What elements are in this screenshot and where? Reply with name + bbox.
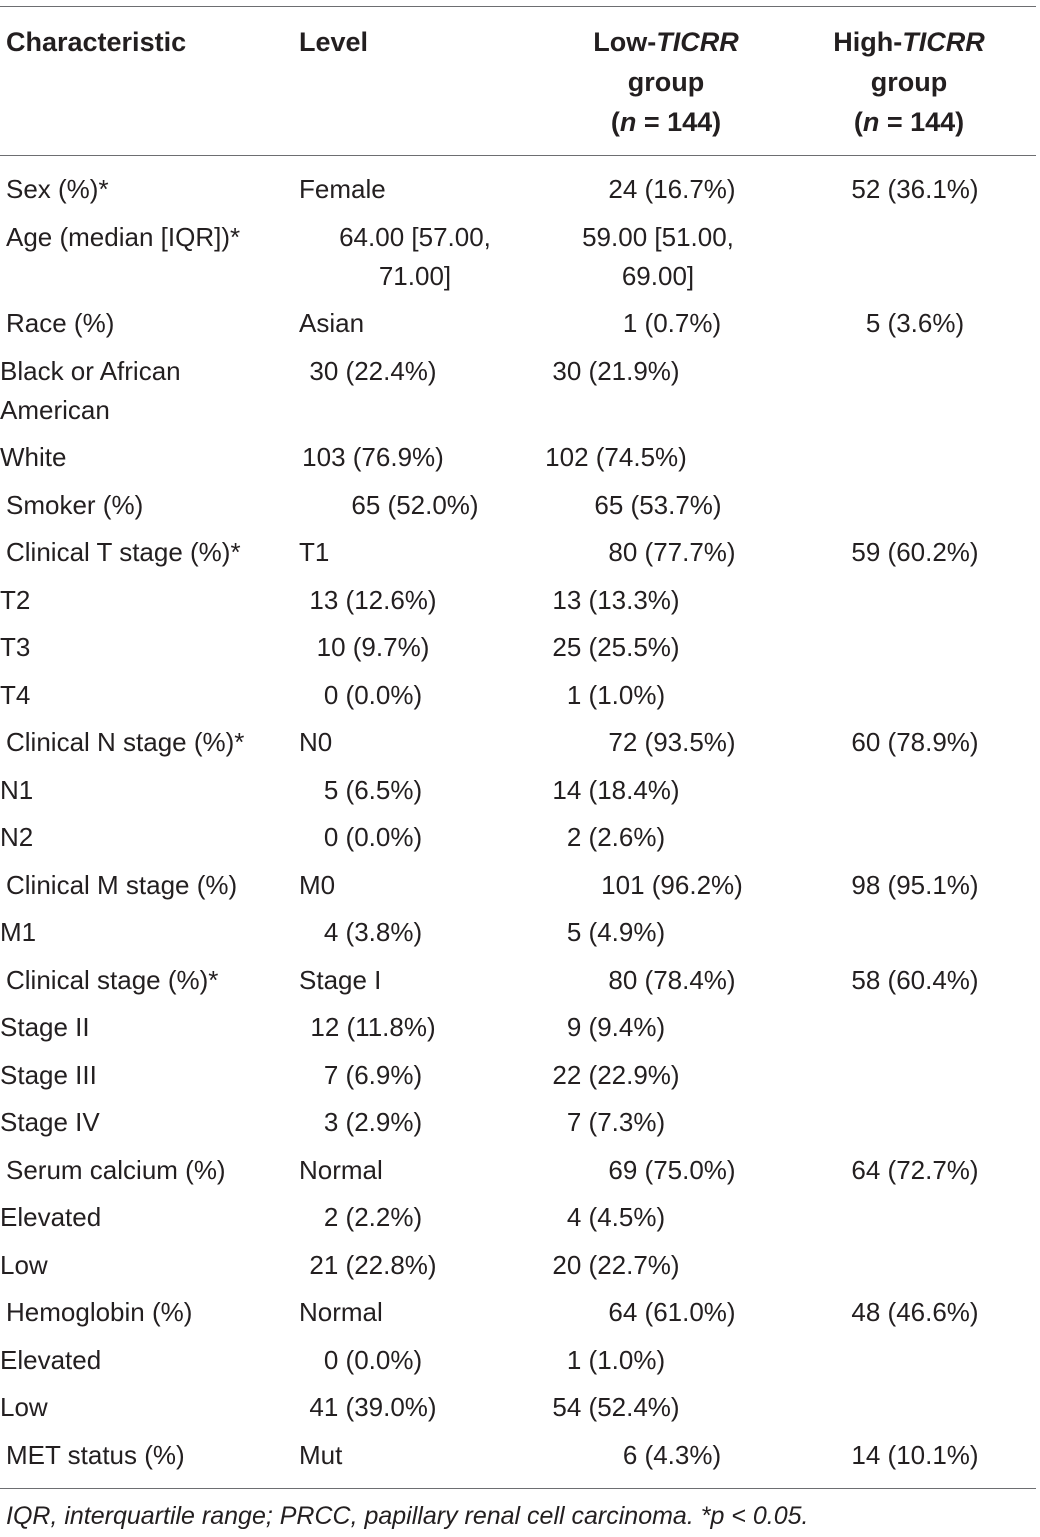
table-row (0, 1151, 1040, 1199)
cell-low-group: 103 (76.9%) (302, 442, 444, 472)
cell-low-group: 10 (9.7%) (316, 632, 430, 662)
cell-low-group: 1 (0.7%) (622, 308, 722, 338)
table-row (0, 170, 1040, 218)
cell-low-group: 101 (96.2%) (601, 869, 743, 900)
table-row (0, 581, 1040, 629)
cell-characteristic: MET status (%) (6, 1439, 185, 1470)
cell-level: Elevated (0, 1344, 102, 1375)
cell-level: T1 (299, 537, 330, 567)
table-row (0, 913, 1040, 961)
cell-high-group: 9 (9.4%) (566, 1012, 666, 1042)
cell-level: Stage I (299, 964, 382, 995)
header-low-group: Low-TICRR group (n = 144) (593, 27, 739, 137)
cell-high-group: 60 (78.9%) (851, 727, 979, 757)
table-row (0, 771, 1040, 819)
table-row (0, 818, 1040, 866)
table-row (0, 723, 1040, 771)
cell-level: Female (299, 174, 386, 204)
cell-low-group: 30 (22.4%) (309, 355, 437, 386)
table-row (0, 486, 1040, 534)
cell-high-group: 30 (21.9%) (552, 355, 680, 386)
cell-high-group: 59.00 [51.00, 69.00] (582, 221, 734, 291)
cell-low-group: 69 (75.0%) (608, 1154, 736, 1185)
cell-high-group: 25 (25.5%) (552, 632, 680, 662)
table-row (0, 961, 1040, 1009)
cell-low-group: 7 (6.9%) (323, 1059, 423, 1090)
cell-low-group: 65 (52.0%) (351, 489, 479, 520)
cell-high-group: 5 (3.6%) (865, 308, 965, 338)
cell-characteristic: Smoker (%) (6, 489, 144, 520)
cell-low-group: 21 (22.8%) (309, 1249, 437, 1280)
cell-low-group: 6 (4.3%) (622, 1439, 722, 1470)
cell-high-group: 5 (4.9%) (566, 917, 666, 947)
cell-high-group: 14 (10.1%) (851, 1439, 979, 1470)
cell-level: Mut (299, 1439, 343, 1470)
cell-level: N1 (0, 774, 34, 805)
cell-low-group: 0 (0.0%) (323, 822, 423, 852)
cell-high-group: 48 (46.6%) (851, 1297, 979, 1327)
cell-characteristic: Hemoglobin (%) (6, 1297, 193, 1327)
table-row (0, 218, 1040, 305)
cell-characteristic: Serum calcium (%) (6, 1154, 226, 1185)
table-row (0, 676, 1040, 724)
table-row (0, 628, 1040, 676)
cell-low-group: 0 (0.0%) (323, 679, 423, 710)
cell-level: Asian (299, 308, 365, 338)
table-row (0, 1198, 1040, 1246)
cell-low-group: 4 (3.8%) (323, 917, 423, 947)
table-row (0, 1103, 1040, 1151)
cell-low-group: 13 (12.6%) (309, 584, 437, 615)
cell-level: White (0, 442, 67, 472)
cell-characteristic: Sex (%)* (6, 174, 109, 204)
cell-level: N2 (0, 822, 34, 852)
cell-low-group: 64.00 [57.00, 71.00] (339, 221, 491, 291)
cell-low-group: 64 (61.0%) (608, 1297, 736, 1327)
cell-high-group: 58 (60.4%) (851, 964, 979, 995)
cell-high-group: 52 (36.1%) (851, 174, 979, 204)
cell-level: T4 (0, 679, 31, 710)
table-row (0, 1056, 1040, 1104)
cell-low-group: 24 (16.7%) (608, 174, 736, 204)
cell-level: N0 (299, 727, 333, 757)
cell-high-group: 59 (60.2%) (851, 537, 979, 567)
table-footnote: IQR, interquartile range; PRCC, papillary renal cell carcinoma. *p < 0.05. (6, 1502, 809, 1530)
cell-high-group: 4 (4.5%) (566, 1202, 666, 1232)
header-level: Level (299, 27, 369, 57)
table-row (0, 533, 1040, 581)
header-characteristic: Characteristic (6, 27, 187, 57)
cell-characteristic: Race (%) (6, 308, 115, 338)
table-row (0, 304, 1040, 352)
cell-characteristic: Age (median [IQR])* (6, 221, 241, 252)
cell-low-group: 0 (0.0%) (323, 1344, 423, 1375)
table-row (0, 1293, 1040, 1341)
cell-low-group: 41 (39.0%) (309, 1392, 437, 1422)
cell-high-group: 2 (2.6%) (566, 822, 666, 852)
table-row (0, 438, 1040, 486)
cell-level: M1 (0, 917, 37, 947)
cell-level: Low (0, 1392, 48, 1422)
cell-high-group: 54 (52.4%) (552, 1392, 680, 1422)
cell-level: T3 (0, 632, 31, 662)
top-rule (0, 6, 1036, 7)
cell-high-group: 1 (1.0%) (566, 679, 666, 710)
cell-level: Stage III (0, 1059, 97, 1090)
cell-low-group: 2 (2.2%) (323, 1202, 423, 1232)
cell-high-group: 1 (1.0%) (566, 1344, 666, 1375)
cell-high-group: 14 (18.4%) (552, 774, 680, 805)
cell-characteristic: Clinical N stage (%)* (6, 727, 245, 757)
cell-low-group: 5 (6.5%) (323, 774, 423, 805)
table-row (0, 1388, 1040, 1436)
cell-low-group: 80 (77.7%) (608, 537, 736, 567)
bottom-rule (0, 1488, 1036, 1489)
cell-characteristic: Clinical T stage (%)* (6, 537, 241, 567)
table-row (0, 866, 1040, 914)
cell-low-group: 12 (11.8%) (310, 1012, 436, 1042)
table-row (0, 1246, 1040, 1294)
cell-characteristic: Clinical M stage (%) (6, 869, 238, 900)
cell-high-group: 65 (53.7%) (594, 489, 722, 520)
cell-high-group: 13 (13.3%) (552, 584, 680, 615)
cell-level: Black or African American (0, 355, 181, 425)
table-row (0, 1341, 1040, 1389)
cell-level: Stage IV (0, 1107, 100, 1137)
cell-level: T2 (0, 584, 31, 615)
cell-characteristic: Clinical stage (%)* (6, 964, 219, 995)
cell-high-group: 102 (74.5%) (545, 442, 687, 472)
cell-high-group: 98 (95.1%) (851, 869, 979, 900)
cell-low-group: 3 (2.9%) (323, 1107, 423, 1137)
header-rule (0, 155, 1036, 156)
cell-level: M0 (299, 869, 336, 900)
cell-level: Normal (299, 1297, 383, 1327)
table-row (0, 352, 1040, 439)
cell-low-group: 72 (93.5%) (608, 727, 736, 757)
cell-high-group: 20 (22.7%) (552, 1249, 680, 1280)
cell-level: Elevated (0, 1202, 102, 1232)
header-high-group: High-TICRR group (n = 144) (833, 27, 985, 137)
cell-level: Normal (299, 1154, 383, 1185)
table-row (0, 1436, 1040, 1484)
cell-high-group: 22 (22.9%) (552, 1059, 680, 1090)
cell-level: Low (0, 1249, 48, 1280)
table-body (0, 170, 1040, 1483)
cell-low-group: 80 (78.4%) (608, 964, 736, 995)
cell-high-group: 7 (7.3%) (566, 1107, 666, 1137)
cell-level: Stage II (0, 1012, 90, 1042)
cell-high-group: 64 (72.7%) (851, 1154, 979, 1185)
table-row (0, 1008, 1040, 1056)
